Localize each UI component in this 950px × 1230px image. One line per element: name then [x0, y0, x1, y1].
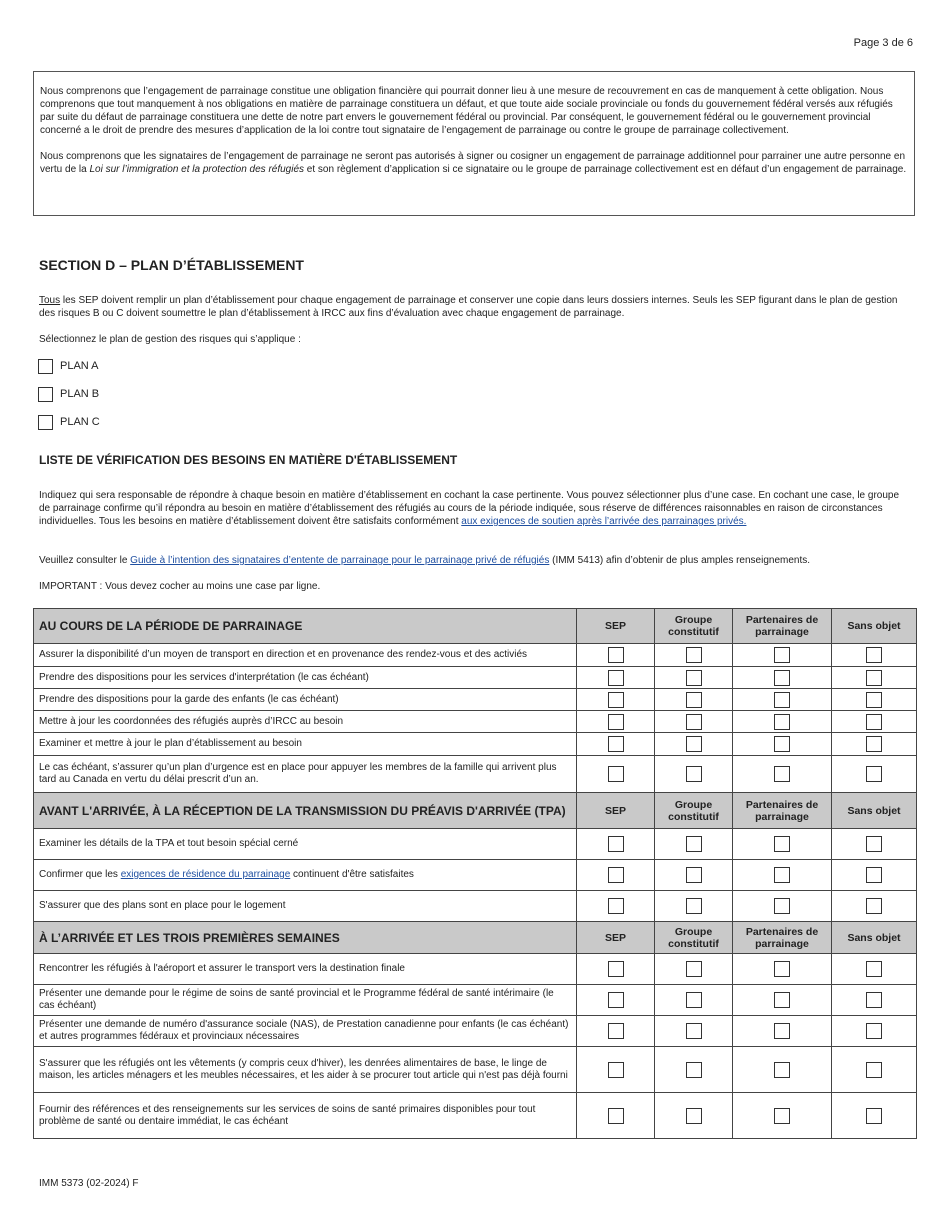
sep-checkbox[interactable] [608, 961, 624, 977]
notice-paragraph-1: Nous comprenons que l’engagement de parrainage constitue une obligation financière qui pourrait donner lieu à une mesure de recouvrement en cas de manquement à cette obligation. Nous comprenons que tout manquement à nos obligations en matière de parrainage constituera un défaut, et que toute aide sociale provinciale ou fonds du gouvernement fédéral versés aux réfugiés par suite du défaut de parrainage constituera une dette de notre part envers le gouvernement fédéral ou provincial. Par conséquent, le gouvernement fédéral ou le gouvernement provincial concerné a le droit de prendre des mesures d’application de la loi contre tout signataire de l’engagement de parrainage ou contre le groupe de parrainage collectivement. [40, 86, 893, 136]
sep-checkbox[interactable] [608, 766, 624, 782]
groupe-checkbox[interactable] [686, 867, 702, 883]
table-row [34, 985, 917, 1016]
column-sans-objet: Sans objet [832, 793, 917, 829]
column-sep: SEP [577, 609, 655, 644]
sep-checkbox[interactable] [608, 836, 624, 852]
table-row [34, 891, 917, 922]
column-groupe-constitutif: Groupe constitutif [655, 922, 733, 954]
table-row [34, 1047, 917, 1093]
table-row [34, 644, 917, 667]
sep-checkbox[interactable] [608, 992, 624, 1008]
sep-checkbox[interactable] [608, 736, 624, 752]
section-1-title: AU COURS DE LA PÉRIODE DE PARRAINAGE [34, 609, 577, 644]
need-label: Assurer la disponibilité d’un moyen de transport en direction et en provenance des rendez-vous et des activiés [34, 644, 577, 667]
table-row [34, 860, 917, 891]
form-code-footer: IMM 5373 (02-2024) F [39, 1178, 139, 1189]
sep-checkbox[interactable] [608, 647, 624, 663]
guide-text-after: (IMM 5413) afin d’obtenir de plus amples renseignements. [549, 555, 811, 566]
settlement-needs-table [33, 608, 917, 1139]
groupe-checkbox[interactable] [686, 898, 702, 914]
sponsor-guide-link[interactable]: Guide à l’intention des signataires d’entente de parrainage pour le parrainage privé de réfugiés [130, 555, 550, 566]
table-row [34, 733, 917, 756]
partenaires-checkbox[interactable] [774, 766, 790, 782]
intro-text: les SEP doivent remplir un plan d’établissement pour chaque engagement de parrainage et conserver une copie dans leurs dossiers internes. Seuls les SEP figurant dans le plan de gestion des risques B ou C doivent soumettre le plan d’établissement à IRCC aux fins d’évaluation avec chaque engagement de parrainage. [39, 295, 898, 319]
sans-objet-checkbox[interactable] [866, 1023, 882, 1039]
sep-checkbox[interactable] [608, 714, 624, 730]
plan-c-label: PLAN C [60, 415, 100, 428]
groupe-checkbox[interactable] [686, 647, 702, 663]
section-header-row [34, 922, 917, 954]
sep-checkbox[interactable] [608, 1062, 624, 1078]
need-label: Examiner les détails de la TPA et tout besoin spécial cerné [34, 829, 577, 860]
sans-objet-checkbox[interactable] [866, 836, 882, 852]
need-label: Présenter une demande pour le régime de soins de santé provincial et le Programme fédéral de santé intérimaire (le cas échéant) [34, 985, 577, 1016]
sep-checkbox[interactable] [608, 670, 624, 686]
need-label: Rencontrer les réfugiés à l'aéroport et assurer le transport vers la destination finale [34, 954, 577, 985]
table-row [34, 829, 917, 860]
sep-checkbox[interactable] [608, 867, 624, 883]
description-text: Indiquez qui sera responsable de répondre à chaque besoin en matière d’établissement en cochant la case pertinente. Vous pouvez sélectionner plus d’une case. En cochant une case, le groupe de parrainage confirme qu’il répondra au besoin en matière d’établissement des réfugiés au cours de la période indiquée, sous réserve de différences raisonnables en raison de circonstances individuelles. Tous les besoins en matière d’établissement doivent être satisfaits conformément [39, 490, 900, 527]
plan-c-checkbox[interactable] [38, 415, 53, 430]
partenaires-checkbox[interactable] [774, 992, 790, 1008]
groupe-checkbox[interactable] [686, 766, 702, 782]
column-partenaires: Partenaires de parrainage [733, 793, 832, 829]
need-label: Examiner et mettre à jour le plan d’établissement au besoin [34, 733, 577, 756]
notice-p2-text-before: Nous comprenons que les signataires de l’engagement de parrainage ne seront pas autorisés à signer ou cosigner un engagement de parrainage additionnel pour parrainer une autre personne en vertu de la [40, 151, 906, 175]
sponsorship-notice-box [33, 71, 915, 216]
partenaires-checkbox[interactable] [774, 1062, 790, 1078]
groupe-checkbox[interactable] [686, 670, 702, 686]
plan-b-checkbox[interactable] [38, 387, 53, 402]
need-label: Présenter une demande de numéro d'assurance sociale (NAS), de Prestation canadienne pour enfants (le cas échéant) et autres programmes fédéraux et provinciaux nécessaires [34, 1016, 577, 1047]
section-title: SECTION D – PLAN D’ÉTABLISSEMENT [39, 257, 304, 273]
groupe-checkbox[interactable] [686, 714, 702, 730]
table-row [34, 689, 917, 711]
partenaires-checkbox[interactable] [774, 647, 790, 663]
groupe-checkbox[interactable] [686, 1023, 702, 1039]
important-note: IMPORTANT : Vous devez cocher au moins une case par ligne. [39, 581, 321, 592]
groupe-checkbox[interactable] [686, 992, 702, 1008]
partenaires-checkbox[interactable] [774, 898, 790, 914]
checklist-description [39, 489, 911, 528]
sans-objet-checkbox[interactable] [866, 647, 882, 663]
sans-objet-checkbox[interactable] [866, 766, 882, 782]
need-label: Fournir des références et des renseignements sur les services de soins de santé primaires disponibles pour tout problème de santé ou dentaire immédiat, le cas échéant [34, 1093, 577, 1139]
plan-b-label: PLAN B [60, 387, 100, 400]
notice-paragraph-2 [40, 150, 907, 176]
intro-paragraph [39, 294, 911, 320]
need-label: Prendre des dispositions pour les services d'interprétation (le cas échéant) [34, 667, 577, 689]
column-groupe-constitutif: Groupe constitutif [655, 609, 733, 644]
plan-a-label: PLAN A [60, 359, 99, 372]
notice-p2-text-after: et son règlement d’application si ce signataire ou le groupe de parrainage collectivement est en défaut d’un engagement de parrainage. [304, 164, 907, 175]
column-sans-objet: Sans objet [832, 609, 917, 644]
groupe-checkbox[interactable] [686, 736, 702, 752]
groupe-checkbox[interactable] [686, 1062, 702, 1078]
plan-b-option[interactable] [38, 385, 99, 403]
section-3-title: À L’ARRIVÉE ET LES TROIS PREMIÈRES SEMAINES [34, 922, 577, 954]
residence-text-after: continuent d'être satisfaites [290, 869, 414, 880]
sep-checkbox[interactable] [608, 1108, 624, 1124]
need-label: S'assurer que les réfugiés ont les vêtements (y compris ceux d'hiver), les denrées alimentaires de base, le linge de maison, les articles ménagers et les meubles nécessaires, et les aider à se procurer tout article qui n'est pas déjà fourni [34, 1047, 577, 1093]
residence-text-before: Confirmer que les [39, 869, 121, 880]
partenaires-checkbox[interactable] [774, 670, 790, 686]
column-sep: SEP [577, 922, 655, 954]
checklist-title: LISTE DE VÉRIFICATION DES BESOINS EN MATIÈRE D'ÉTABLISSEMENT [39, 453, 458, 467]
section-2-title: AVANT L'ARRIVÉE, À LA RÉCEPTION DE LA TRANSMISSION DU PRÉAVIS D'ARRIVÉE (TPA) [34, 793, 577, 829]
partenaires-checkbox[interactable] [774, 1023, 790, 1039]
groupe-checkbox[interactable] [686, 836, 702, 852]
plan-a-option[interactable] [38, 357, 99, 375]
need-label [34, 860, 577, 891]
residence-requirements-link[interactable]: exigences de résidence du parrainage [120, 869, 291, 880]
plan-a-checkbox[interactable] [38, 359, 53, 374]
need-label: S'assurer que des plans sont en place pour le logement [34, 891, 577, 922]
partenaires-checkbox[interactable] [774, 867, 790, 883]
sans-objet-checkbox[interactable] [866, 714, 882, 730]
table-row [34, 954, 917, 985]
guide-text-before: Veuillez consulter le [39, 555, 131, 566]
partenaires-checkbox[interactable] [774, 961, 790, 977]
sans-objet-checkbox[interactable] [866, 961, 882, 977]
column-sep: SEP [577, 793, 655, 829]
table-row [34, 1093, 917, 1139]
sans-objet-checkbox[interactable] [866, 992, 882, 1008]
need-label: Mettre à jour les coordonnées des réfugiés auprès d’IRCC au besoin [34, 711, 577, 733]
sans-objet-checkbox[interactable] [866, 692, 882, 708]
column-partenaires: Partenaires de parrainage [733, 922, 832, 954]
table-row [34, 1016, 917, 1047]
notice-p2-law-title: Loi sur l’immigration et la protection des réfugiés [89, 164, 305, 175]
sans-objet-checkbox[interactable] [866, 736, 882, 752]
sans-objet-checkbox[interactable] [866, 1108, 882, 1124]
partenaires-checkbox[interactable] [774, 692, 790, 708]
need-label: Prendre des dispositions pour la garde des enfants (le cas échéant) [34, 689, 577, 711]
section-header-row [34, 609, 917, 644]
select-plan-label: Sélectionnez le plan de gestion des risques qui s’applique : [39, 334, 301, 345]
table-row [34, 667, 917, 689]
post-arrival-requirements-link[interactable]: aux exigences de soutien après l’arrivée des parrainages privés. [461, 516, 747, 527]
table-row [34, 756, 917, 793]
partenaires-checkbox[interactable] [774, 736, 790, 752]
page-number: Page 3 de 6 [853, 37, 913, 49]
column-sans-objet: Sans objet [832, 922, 917, 954]
intro-emphasis: Tous [39, 295, 61, 306]
column-groupe-constitutif: Groupe constitutif [655, 793, 733, 829]
section-header-row [34, 793, 917, 829]
sans-objet-checkbox[interactable] [866, 670, 882, 686]
groupe-checkbox[interactable] [686, 1108, 702, 1124]
sep-checkbox[interactable] [608, 898, 624, 914]
sep-checkbox[interactable] [608, 1023, 624, 1039]
column-partenaires: Partenaires de parrainage [733, 609, 832, 644]
plan-c-option[interactable] [38, 413, 100, 431]
need-label: Le cas échéant, s’assurer qu’un plan d’urgence est en place pour appuyer les membres de la famille qui arrivent plus tard au Canada en vertu du délai prescrit d’un an. [34, 756, 577, 793]
guide-reference [39, 554, 911, 567]
sans-objet-checkbox[interactable] [866, 867, 882, 883]
sans-objet-checkbox[interactable] [866, 898, 882, 914]
groupe-checkbox[interactable] [686, 961, 702, 977]
partenaires-checkbox[interactable] [774, 714, 790, 730]
table-row [34, 711, 917, 733]
sans-objet-checkbox[interactable] [866, 1062, 882, 1078]
partenaires-checkbox[interactable] [774, 836, 790, 852]
sep-checkbox[interactable] [608, 692, 624, 708]
partenaires-checkbox[interactable] [774, 1108, 790, 1124]
groupe-checkbox[interactable] [686, 692, 702, 708]
